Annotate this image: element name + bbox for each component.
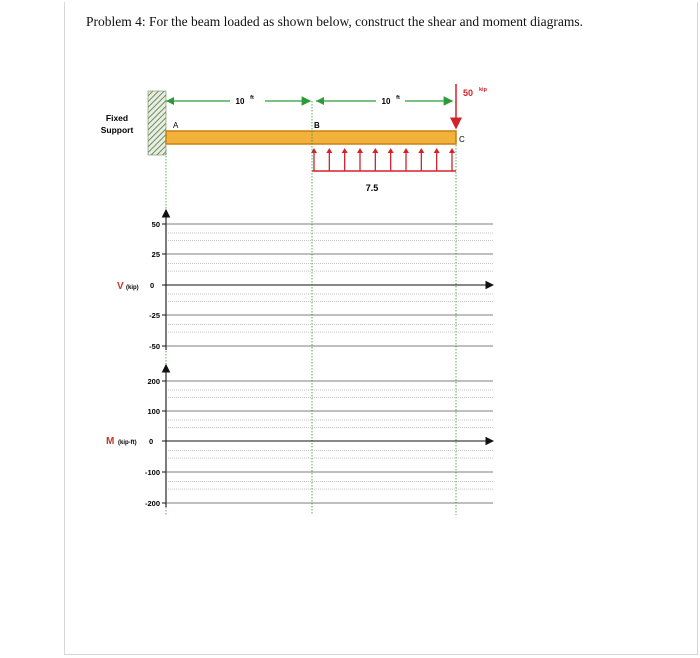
distributed-load-value: 7.5 bbox=[365, 183, 379, 193]
moment-axis-unit: (kip-ft) bbox=[118, 440, 137, 446]
distributed-load-arrowhead bbox=[449, 148, 455, 153]
distributed-load-arrowhead bbox=[372, 148, 378, 153]
distributed-load-arrowhead bbox=[418, 148, 424, 153]
fixed-support-label-line1: Fixed bbox=[105, 113, 129, 123]
distributed-load-arrowhead bbox=[388, 148, 394, 153]
distributed-load bbox=[311, 148, 456, 171]
distributed-load-arrowhead bbox=[434, 148, 440, 153]
moment-axis-symbol: M bbox=[106, 436, 115, 447]
point-a-label: A bbox=[173, 121, 179, 130]
distributed-load-arrowhead bbox=[326, 148, 332, 153]
fixed-support-label-line2: Support bbox=[100, 125, 134, 135]
point-b-label: B bbox=[314, 121, 320, 130]
point-load-unit: kip bbox=[479, 87, 487, 93]
span-bc-value: 10 bbox=[381, 97, 391, 106]
shear-tick-label: -25 bbox=[149, 311, 160, 320]
shear-tick-label: 50 bbox=[151, 220, 160, 229]
shear-axis-unit: (kip) bbox=[126, 285, 139, 291]
moment-diagram-grid bbox=[145, 365, 493, 508]
shear-tick-label: 0 bbox=[150, 281, 155, 290]
span-dimension-ab bbox=[166, 95, 310, 106]
moment-tick-label: 0 bbox=[149, 437, 154, 446]
shear-tick-label: -50 bbox=[149, 342, 160, 351]
moment-tick-label: -200 bbox=[144, 499, 160, 508]
span-dimension-bc bbox=[316, 95, 452, 106]
shear-diagram-grid bbox=[149, 210, 493, 351]
moment-tick-label: 100 bbox=[147, 407, 160, 416]
distributed-load-arrowhead bbox=[357, 148, 363, 153]
point-load-value: 50 bbox=[463, 88, 474, 98]
moment-tick-label: -100 bbox=[144, 468, 160, 477]
fixed-support-wall bbox=[148, 91, 166, 155]
span-bc-unit: ft bbox=[396, 95, 400, 101]
shear-axis-symbol: V bbox=[117, 281, 124, 292]
moment-tick-label: 200 bbox=[147, 377, 160, 386]
beam bbox=[166, 131, 456, 144]
distributed-load-arrowhead bbox=[403, 148, 409, 153]
shear-tick-label: 25 bbox=[151, 250, 160, 259]
problem-title: Problem 4: For the beam loaded as shown below, construct the shear and moment diagrams. bbox=[86, 14, 584, 29]
span-ab-unit: ft bbox=[250, 95, 254, 101]
point-c-label: C bbox=[459, 135, 465, 144]
distributed-load-arrowhead bbox=[342, 148, 348, 153]
span-ab-value: 10 bbox=[235, 97, 245, 106]
